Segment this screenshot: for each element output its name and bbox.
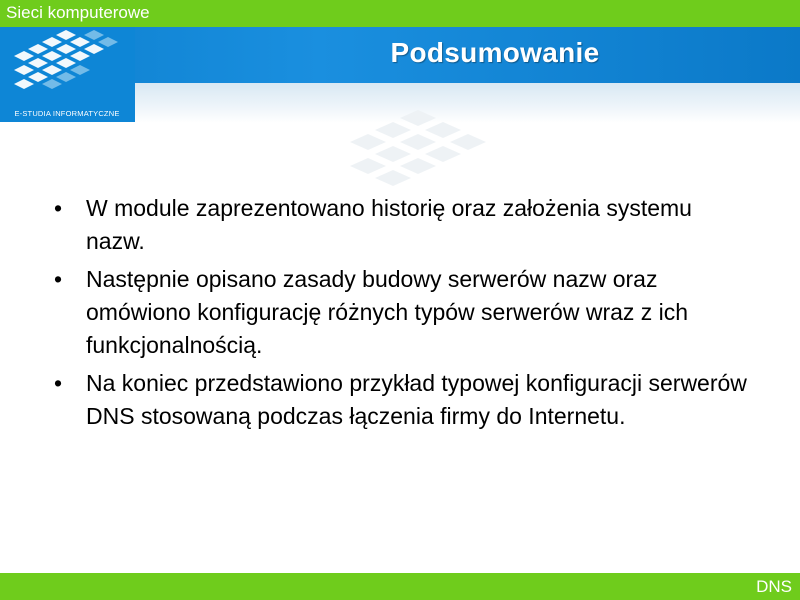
bullet-glyph: • bbox=[54, 195, 63, 221]
list-item bbox=[52, 263, 752, 362]
summary-bullet-list bbox=[52, 192, 752, 438]
bullet-text: Następnie opisano zasady budowy serwerów nazw oraz omówiono konfigurację różnych typów serwerów wraz z ich funkcjonalnością. bbox=[86, 266, 689, 358]
logo bbox=[0, 27, 135, 122]
grid-tiles-logo-icon bbox=[0, 27, 135, 109]
bullet-text: W module zaprezentowano historię oraz założenia systemu nazw. bbox=[86, 195, 692, 254]
top-bar bbox=[0, 0, 800, 27]
slide-title: Podsumowanie bbox=[390, 37, 600, 68]
watermark-tiles-icon bbox=[270, 110, 570, 200]
bullet-glyph: • bbox=[54, 370, 63, 396]
list-item bbox=[52, 192, 752, 258]
bullet-glyph: • bbox=[54, 266, 63, 292]
section-label: DNS bbox=[756, 577, 792, 596]
list-item bbox=[52, 367, 752, 433]
course-title: Sieci komputerowe bbox=[6, 3, 150, 22]
logo-brand-text: E-STUDIA INFORMATYCZNE bbox=[14, 109, 120, 118]
bullet-text: Na koniec przedstawiono przykład typowej konfiguracji serwerów DNS stosowaną podczas łączenia firmy do Internetu. bbox=[86, 370, 747, 429]
bottom-bar bbox=[0, 573, 800, 600]
